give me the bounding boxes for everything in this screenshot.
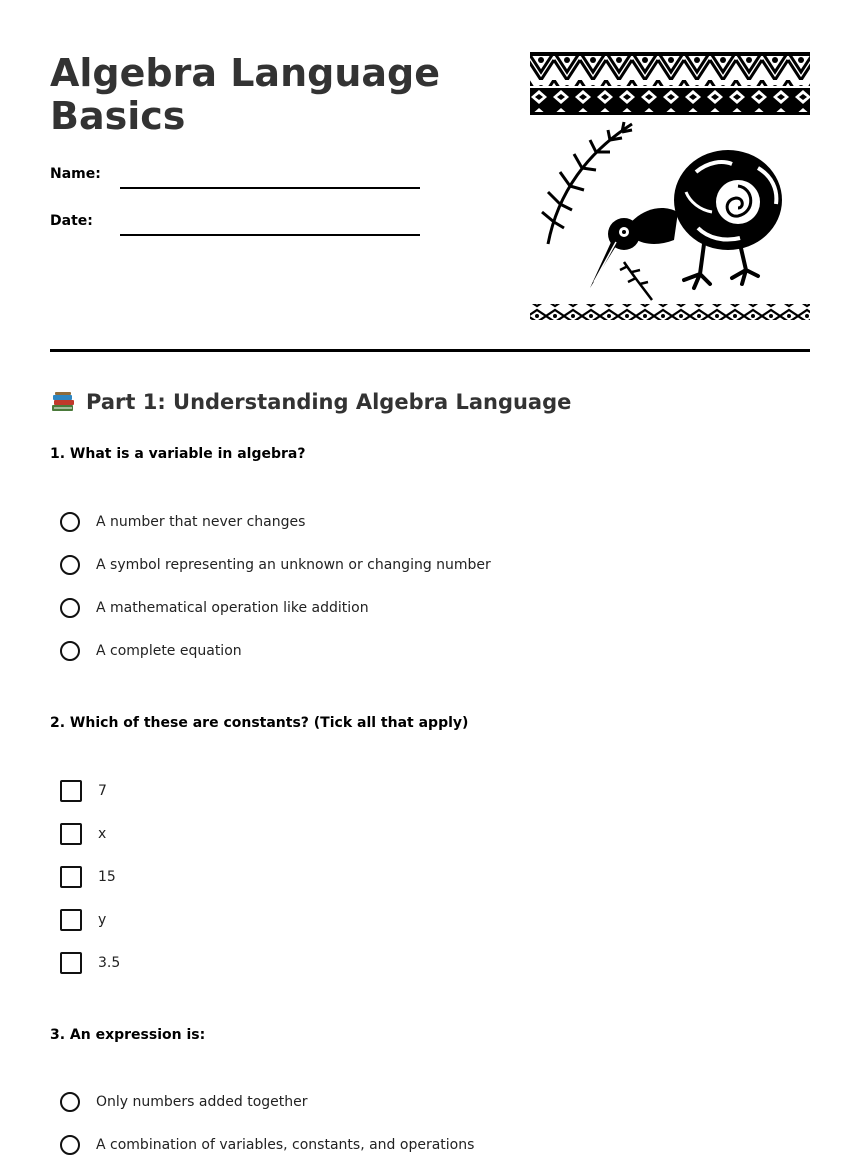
kiwi-illustration — [528, 52, 810, 324]
option-label: A symbol representing an unknown or changing number — [96, 557, 491, 573]
checkbox[interactable] — [60, 952, 82, 974]
question-2-option-3[interactable] — [60, 864, 116, 890]
option-label: x — [98, 826, 107, 842]
name-field[interactable] — [120, 187, 420, 189]
page-title: Algebra Language Basics — [50, 51, 441, 138]
option-label: A mathematical operation like addition — [96, 600, 369, 616]
question-2-option-4[interactable] — [60, 907, 106, 933]
question-2-option-2[interactable] — [60, 821, 106, 847]
option-label: A complete equation — [96, 643, 242, 659]
checkbox[interactable] — [60, 866, 82, 888]
question-2: 2. Which of these are constants? (Tick all that apply) — [50, 715, 469, 731]
radio-button[interactable] — [60, 512, 80, 532]
part-1-title: Part 1: Understanding Algebra Language — [86, 390, 572, 414]
option-label: 3.5 — [98, 955, 121, 971]
option-label: A number that never changes — [96, 514, 306, 530]
question-1-option-2[interactable] — [60, 552, 491, 578]
option-label: A combination of variables, constants, and operations — [96, 1137, 475, 1153]
option-label: 7 — [98, 783, 107, 799]
checkbox[interactable] — [60, 909, 82, 931]
question-3-option-2[interactable] — [60, 1132, 474, 1158]
books-icon — [50, 389, 76, 415]
checkbox[interactable] — [60, 780, 82, 802]
option-label: Only numbers added together — [96, 1094, 308, 1110]
question-2-option-1[interactable] — [60, 778, 107, 804]
option-label: 15 — [98, 869, 116, 885]
question-1: 1. What is a variable in algebra? — [50, 446, 306, 462]
question-3-option-1[interactable] — [60, 1089, 308, 1115]
header-divider — [50, 349, 810, 352]
radio-button[interactable] — [60, 598, 80, 618]
question-3: 3. An expression is: — [50, 1027, 206, 1043]
question-1-option-4[interactable] — [60, 638, 242, 664]
part-1-heading — [50, 389, 571, 415]
radio-button[interactable] — [60, 1135, 80, 1155]
date-field[interactable] — [120, 234, 420, 236]
radio-button[interactable] — [60, 1092, 80, 1112]
question-1-option-1[interactable] — [60, 509, 305, 535]
checkbox[interactable] — [60, 823, 82, 845]
question-1-option-3[interactable] — [60, 595, 369, 621]
radio-button[interactable] — [60, 555, 80, 575]
question-2-option-5[interactable] — [60, 950, 120, 976]
name-label: Name: — [50, 166, 101, 182]
date-label: Date: — [50, 213, 93, 229]
radio-button[interactable] — [60, 641, 80, 661]
option-label: y — [98, 912, 107, 928]
kiwi-bird-icon — [590, 150, 782, 300]
